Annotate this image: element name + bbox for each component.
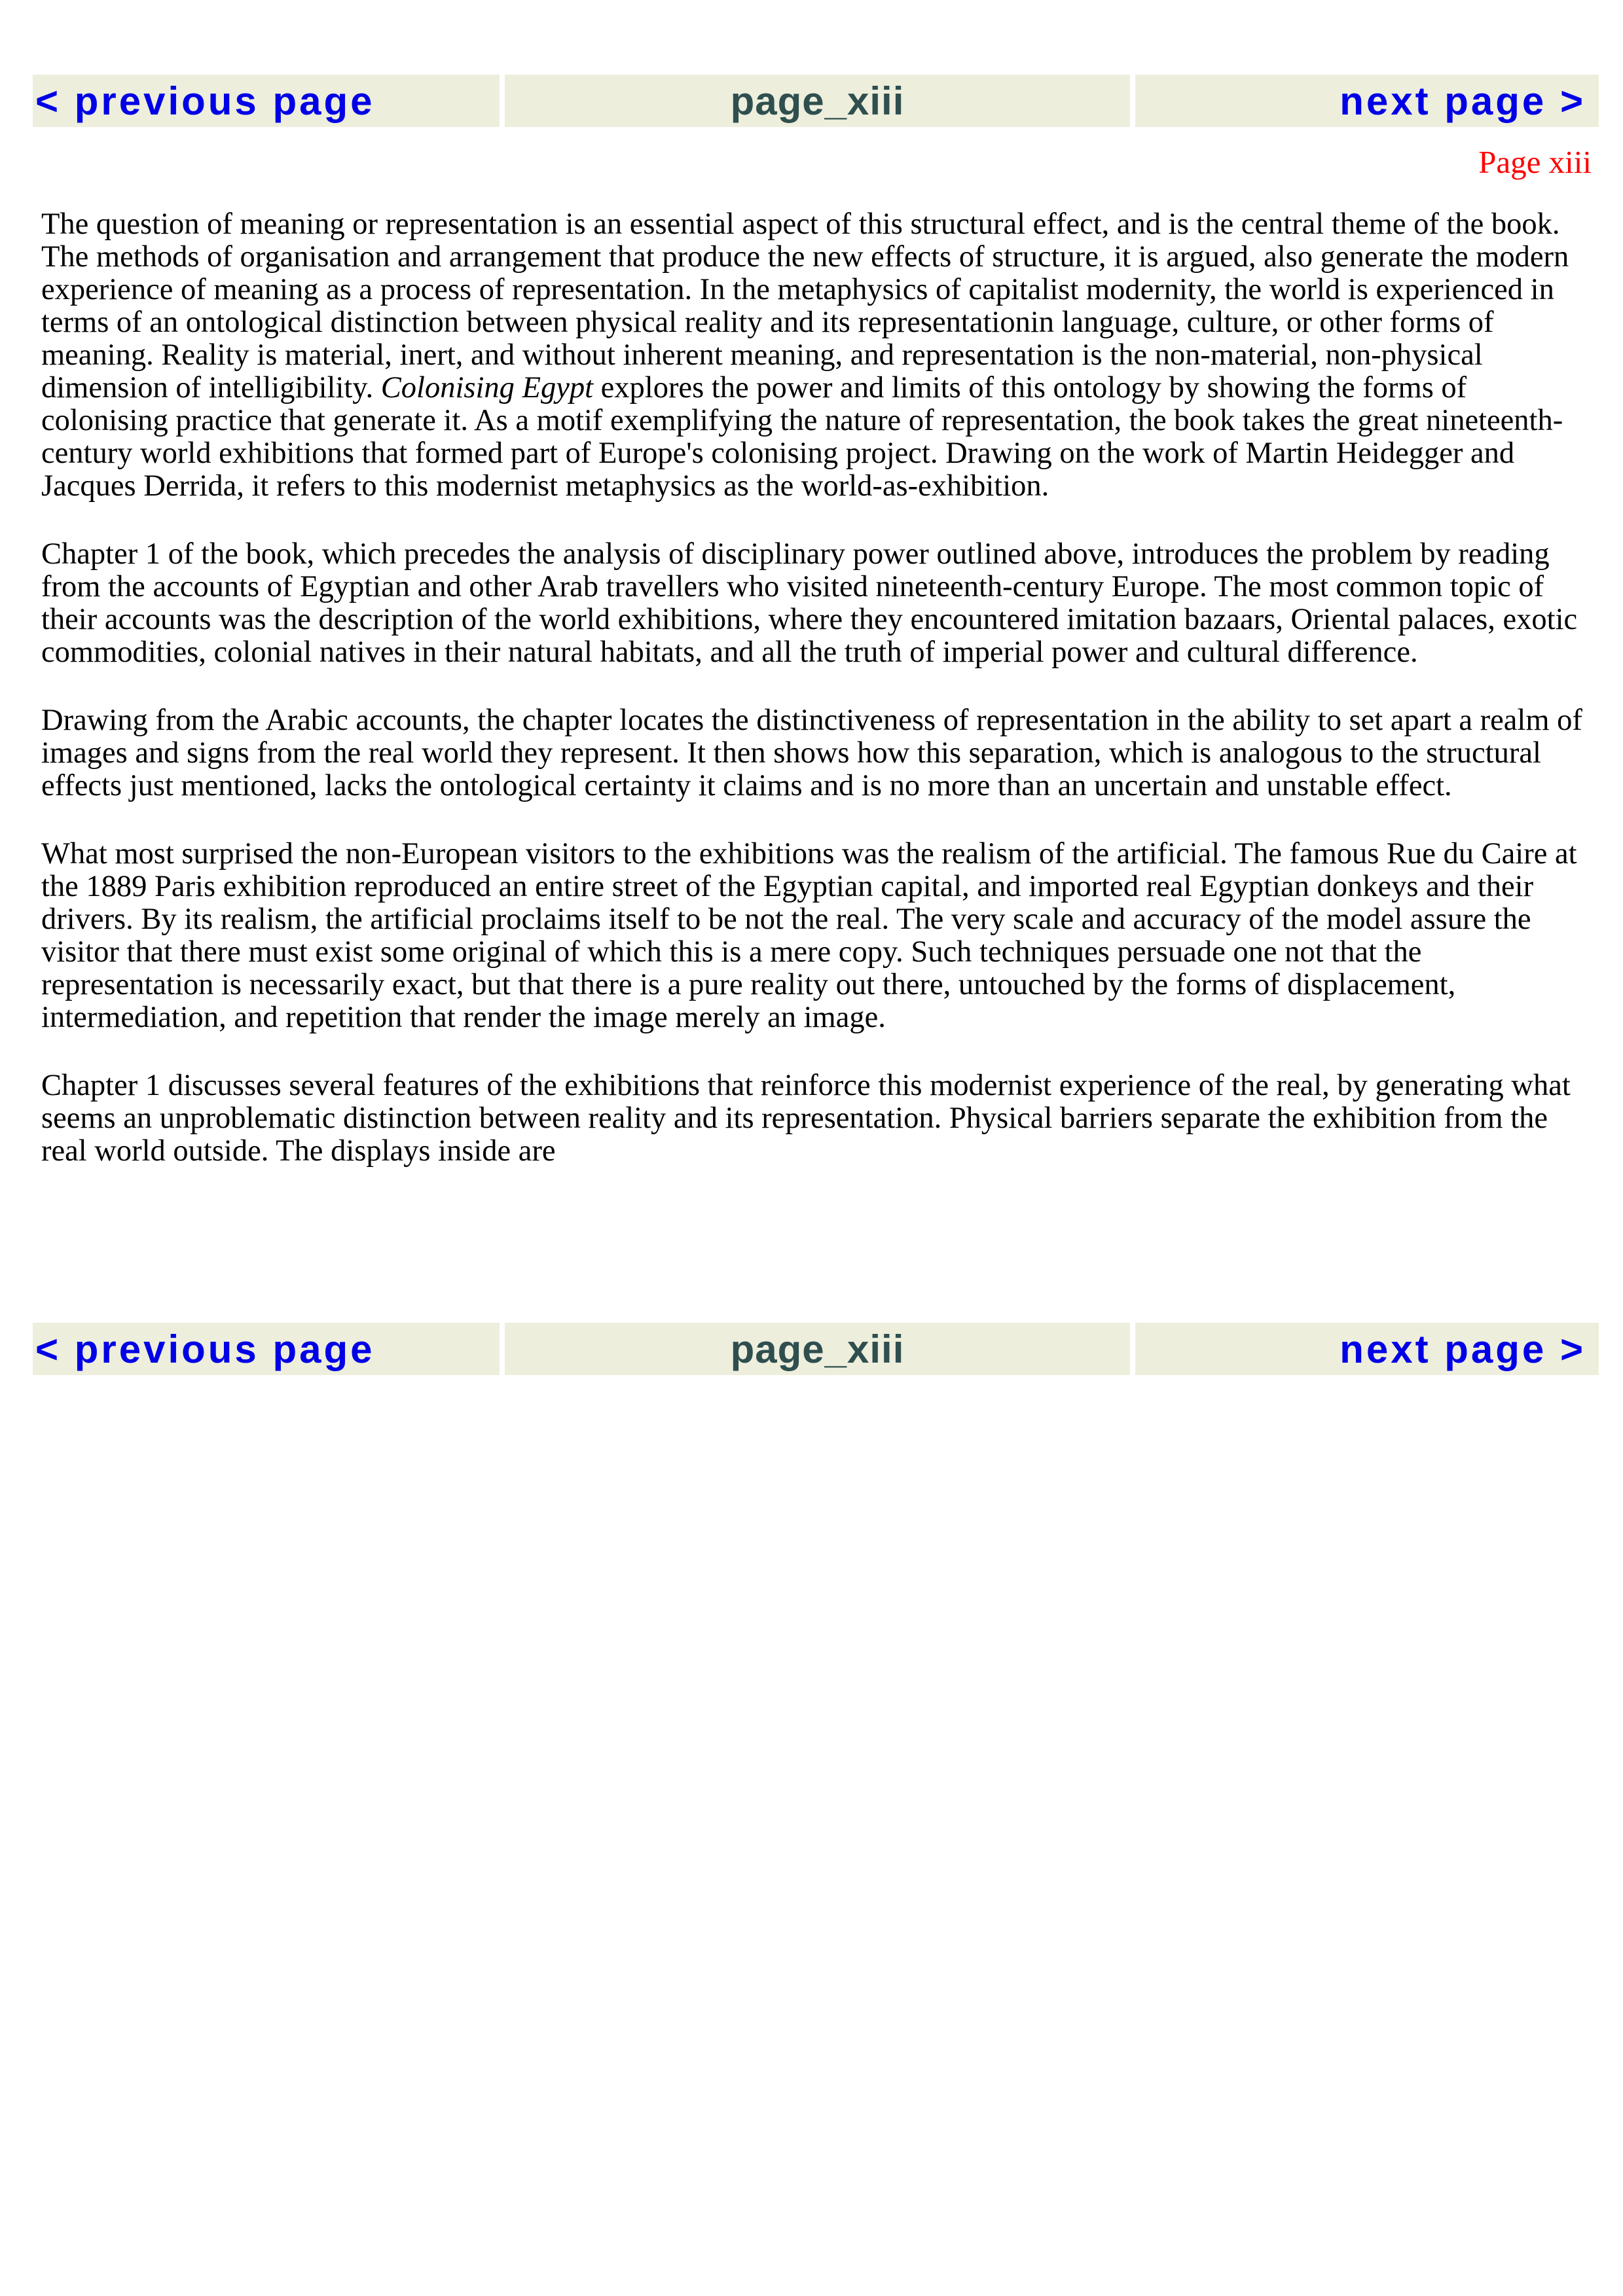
paragraph-text: explores the power and limits of this ontology by showing the forms of colonising practice that generate it. As a motif exemplifying the nature of representation, the book takes the great nineteenth-century world exhibitions that formed part of Europe's colonising project. Drawing on the work of Martin Heidegger and Jacques Derrida, it refers to this modernist metaphysics as the world-as-exhibition. xyxy=(41,371,1563,503)
current-page-label: page_xiii xyxy=(505,1323,1130,1375)
paragraph: What most surprised the non-European visitors to the exhibitions was the realism of the artificial. The famous Rue du Caire at the 1889 Paris exhibition reproduced an entire street of the Egyptian capital, and imported real Egyptian donkeys and their drivers. By its realism, the artificial proclaims itself to be not the real. The very scale and accuracy of the model assure the visitor that there must exist some original of which this is a mere copy. Such techniques persuade one not that the representation is necessarily exact, but that there is a pure reality out there, untouched by the forms of displacement, intermediation, and repetition that render the image merely an image. xyxy=(41,837,1577,1034)
paragraph: Chapter 1 of the book, which precedes the analysis of disciplinary power outlined above, introduces the problem by reading from the accounts of Egyptian and other Arab travellers who visited nineteenth-century Europe. The most common topic of their accounts was the description of the world exhibitions, where they encountered imitation bazaars, Oriental palaces, exotic commodities, colonial natives in their natural habitats, and all the truth of imperial power and cultural difference. xyxy=(41,537,1578,669)
book-title: Colonising Egypt xyxy=(380,371,594,404)
next-page-link[interactable]: next page > xyxy=(1135,1323,1599,1375)
paragraph: Drawing from the Arabic accounts, the chapter locates the distinctiveness of representation in the ability to set apart a realm of images and signs from the real world they represent. It then shows how this separation, which is analogous to the structural effects just mentioned, lacks the ontological certainty it claims and is no more than an uncertain and unstable effect. xyxy=(41,704,1582,802)
paragraph xyxy=(41,208,1586,503)
paragraph: Chapter 1 discusses several features of the exhibitions that reinforce this modernist experience of the real, by generating what seems an unproblematic distinction between reality and its representation. Physical barriers separate the exhibition from the real world outside. The displays inside are xyxy=(41,1069,1571,1168)
paragraph-text: The question of meaning or representation is an essential aspect of this structural effect, and is the central theme of the book. The methods of organisation and arrangement that produce the new effects of structure, it is argued, also generate the modern experience of meaning as a process of representation. In the metaphysics of capitalist modernity, the world is experienced in terms of an ontological distinction between physical reality and its representationin language, culture, or other forms of meaning. Reality is material, inert, and without inherent meaning, and representation is the non-material, non-physical dimension of intelligibility. xyxy=(41,207,1569,404)
previous-page-link[interactable]: < previous page xyxy=(33,1323,500,1375)
top-navigation-bar xyxy=(33,75,1599,127)
page-number-marker: Page xiii xyxy=(1478,144,1592,180)
current-page-label: page_xiii xyxy=(505,75,1130,127)
bottom-navigation-bar xyxy=(33,1323,1599,1375)
previous-page-link[interactable]: < previous page xyxy=(33,75,500,127)
next-page-link[interactable]: next page > xyxy=(1135,75,1599,127)
page-content xyxy=(41,208,1586,1203)
